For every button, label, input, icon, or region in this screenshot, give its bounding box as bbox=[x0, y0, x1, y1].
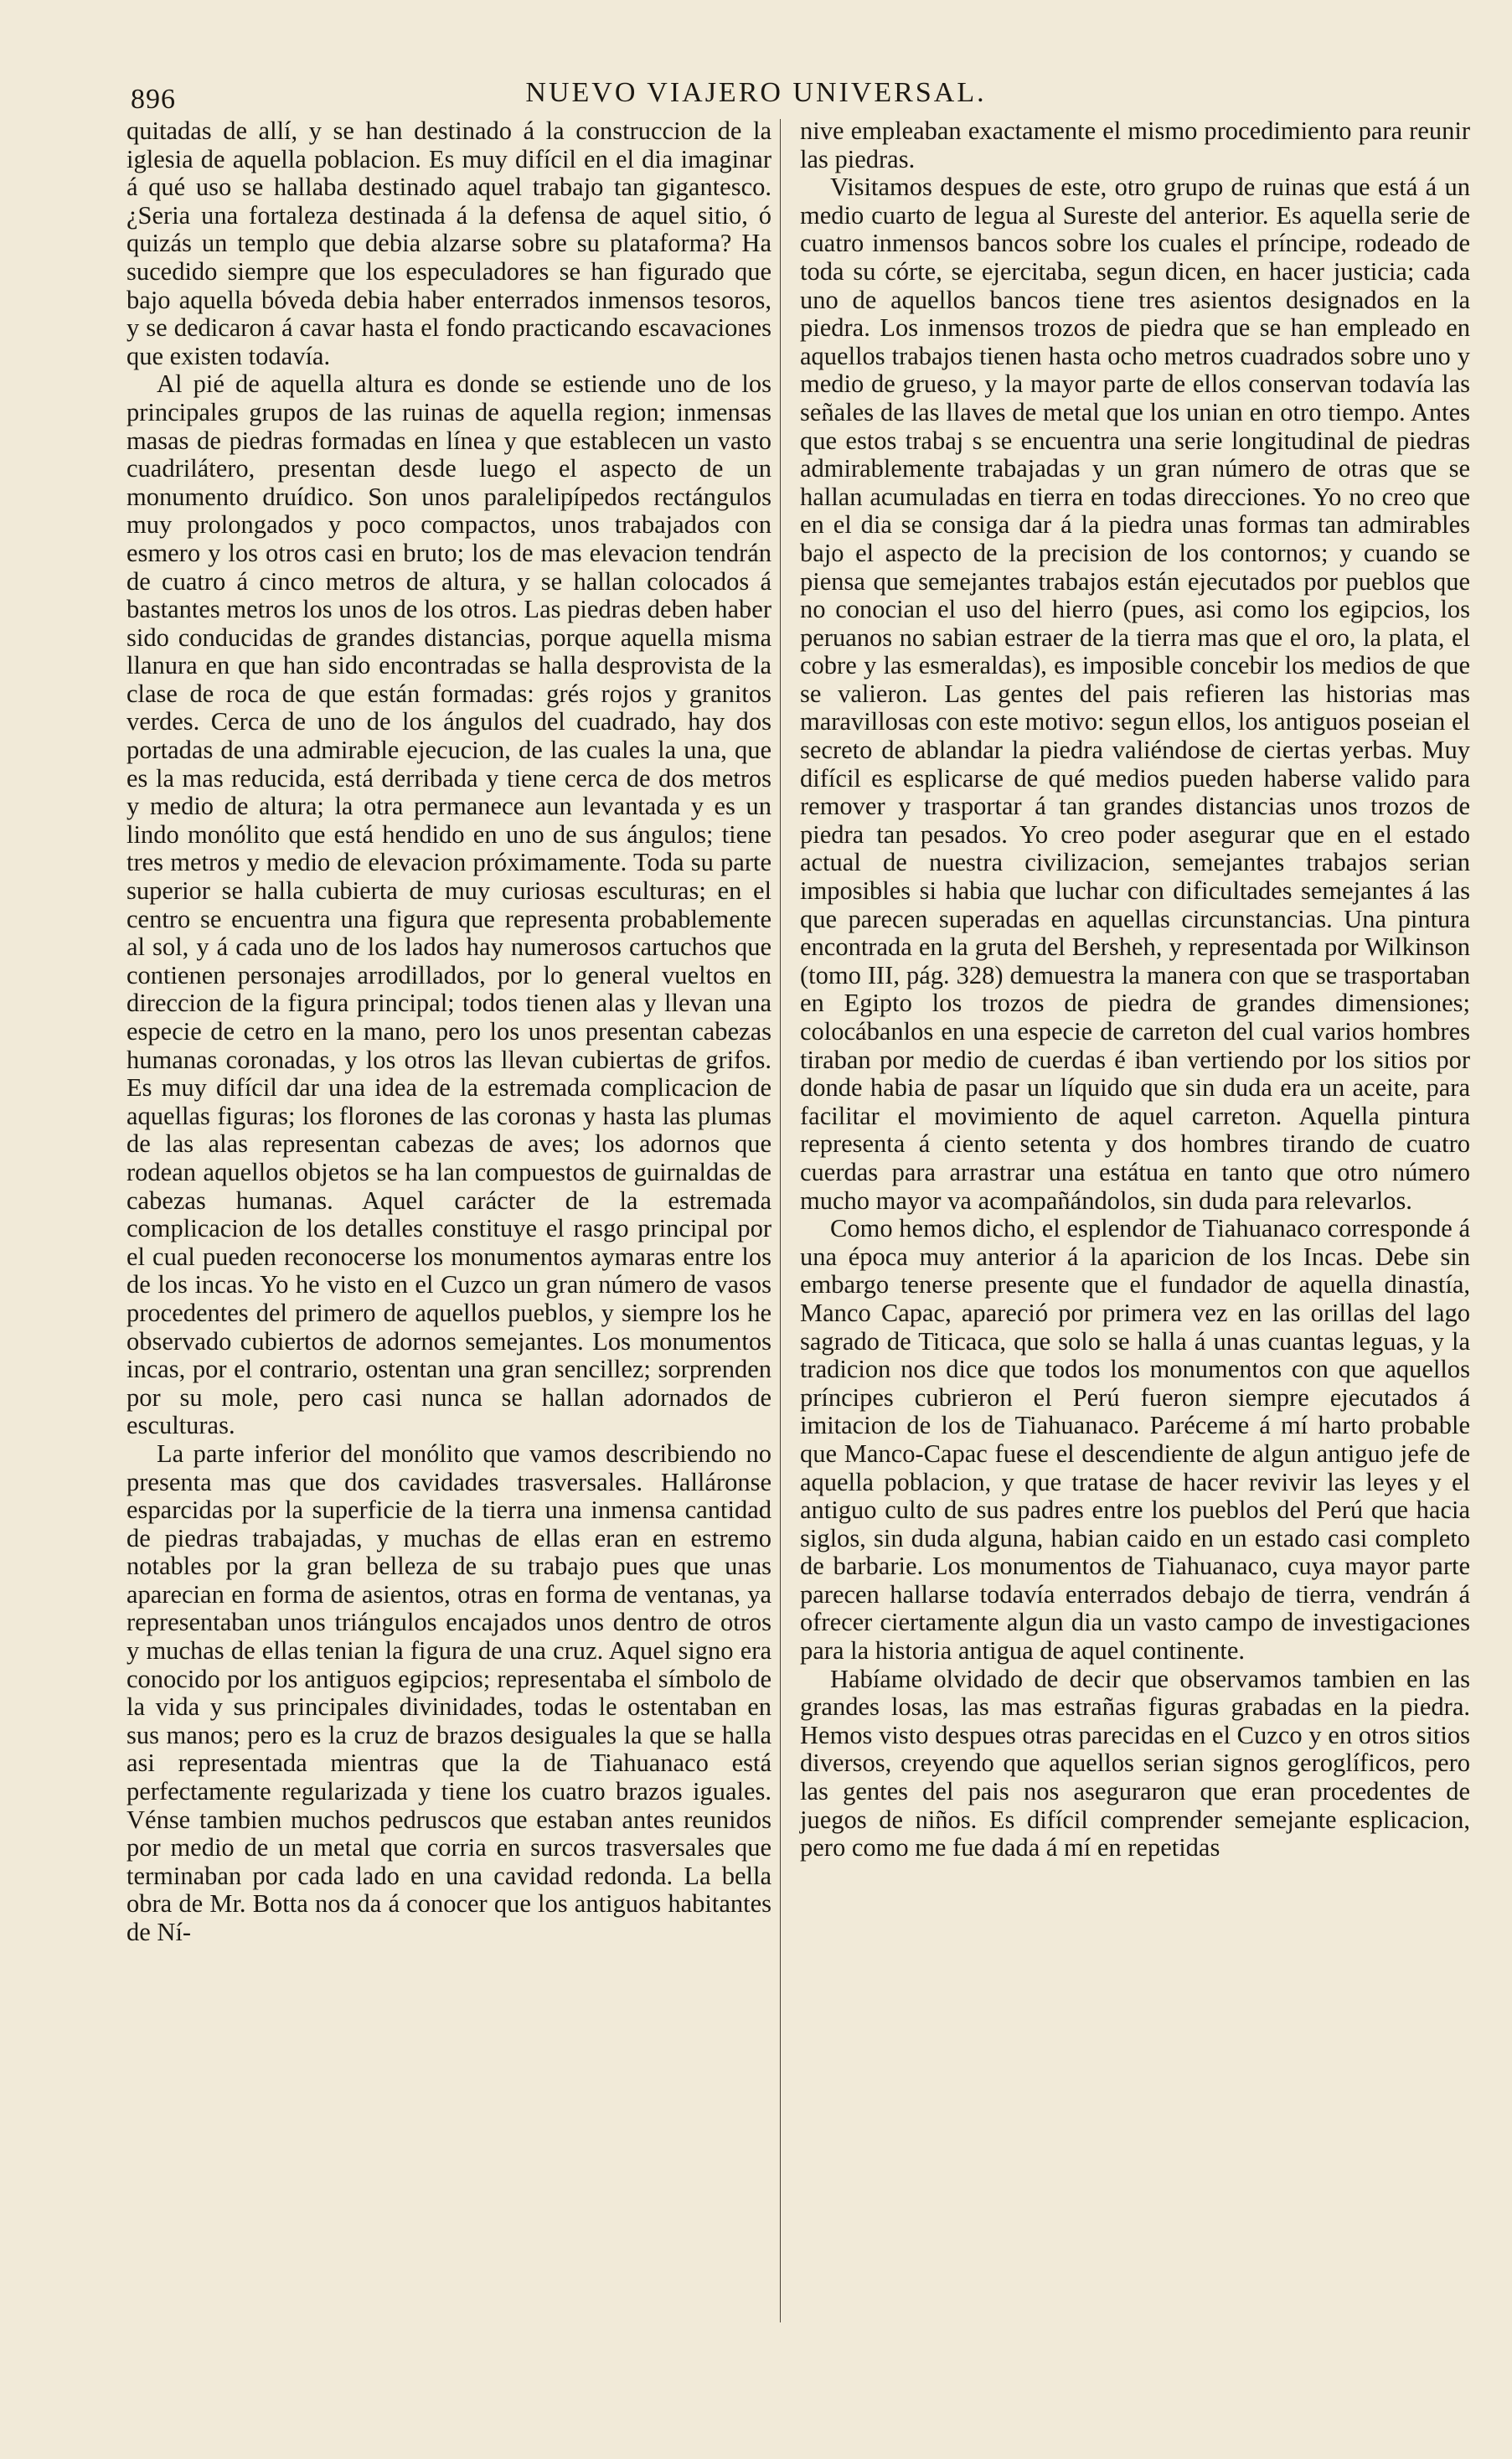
page-number: 896 bbox=[131, 84, 176, 115]
right-column bbox=[800, 117, 1470, 1862]
paragraph: Al pié de aquella altura es donde se estiende uno de los principales grupos de las ruinas de aquella region; inmensas masas de piedras formadas en línea y que establecen un vasto cuadrilátero, presentan desde luego el aspecto de un monumento druídico. Son unos paralelipípedos rectángulos muy prolongados y poco compactos, unos trabajados con esmero y los otros casi en bruto; los de mas elevacion tendrán de cuatro á cinco metros de altura, y se hallan colocados á bastantes metros los unos de los otros. Las piedras deben haber sido conducidas de grandes distancias, porque aquella misma llanura en que han sido encontradas se halla desprovista de la clase de roca de que están formadas: grés rojos y granitos verdes. Cerca de uno de los ángulos del cuadrado, hay dos portadas de una admirable ejecucion, de las cuales la una, que es la mas reducida, está derribada y tiene cerca de dos metros y medio de altura; la otra permanece aun levantada y es un lindo monólito que está hendido en uno de sus ángulos; tiene tres metros y medio de elevacion próximamente. Toda su parte superior se halla cubierta de muy curiosas esculturas; en el centro se encuentra una figura que representa probablemente al sol, y á cada uno de los lados hay numerosos cartuchos que contienen personajes arrodillados, por lo general vueltos en direccion de la figura principal; todos tienen alas y llevan una especie de cetro en la mano, pero los unos presentan cabezas humanas coronadas, y los otros las llevan cubiertas de grifos. Es muy difícil dar una idea de la estremada complicacion de aquellas figuras; los florones de las coronas y hasta las plumas de las alas representan cabezas de aves; los adornos que rodean aquellos objetos se ha lan compuestos de guirnaldas de cabezas humanas. Aquel carácter de la estremada complicacion de los detalles constituye el rasgo principal por el cual pueden reconocerse los monumentos aymaras entre los de los incas. Yo he visto en el Cuzco un gran número de vasos procedentes del primero de aquellos pueblos, y siempre los he observado cubiertos de adornos semejantes. Los monumentos incas, por el contrario, ostentan una gran sencillez; sorprenden por su mole, pero casi nunca se hallan adornados de esculturas. bbox=[126, 369, 771, 1440]
paragraph: La parte inferior del monólito que vamos describiendo no presenta mas que dos cavidades trasversales. Halláronse esparcidas por la superficie de la tierra una inmensa cantidad de piedras trabajadas, y muchas de ellas eran en estremo notables por la gran belleza de su trabajo pues que unas aparecian en forma de asientos, otras en forma de ventanas, ya representaban unos triángulos encajados unos dentro de otros y muchas de ellas tenian la figura de una cruz. Aquel signo era conocido por los antiguos egipcios; representaba el símbolo de la vida y sus principales divinidades, todas le ostentaban en sus manos; pero es la cruz de brazos desiguales la que se halla asi representada mientras que la de Tiahuanaco está perfectamente regularizada y tiene los cuatro brazos iguales. Vénse tambien muchos pedruscos que estaban antes reunidos por medio de un metal que corria en surcos trasversales que terminaban por cada lado en una cavidad redonda. La bella obra de Mr. Botta nos da á conocer que los antiguos habitantes de Ní- bbox=[126, 1439, 771, 1946]
paragraph: nive empleaban exactamente el mismo procedimiento para reunir las piedras. bbox=[800, 116, 1470, 173]
column-divider bbox=[780, 119, 781, 2322]
paragraph: quitadas de allí, y se han destinado á la construccion de la iglesia de aquella poblacion. Es muy difícil en el dia imaginar á qué uso se hallaba destinado aquel trabajo tan gigantesco. ¿Seria una fortaleza destinada á la defensa de aquel sitio, ó quizás un templo que debia alzarse sobre su plataforma? Ha sucedido siempre que los especuladores se han figurado que bajo aquella bóveda debia haber enterrados inmensos tesoros, y se dedicaron á cavar hasta el fondo practicando escavaciones que existen todavía. bbox=[126, 116, 771, 370]
running-title: NUEVO VIAJERO UNIVERSAL. bbox=[525, 77, 987, 108]
left-column bbox=[126, 117, 771, 1947]
paragraph: Como hemos dicho, el esplendor de Tiahuanaco corresponde á una época muy anterior á la aparicion de los Incas. Debe sin embargo tenerse presente que el fundador de aquella dinastía, Manco Capac, apareció por primera vez en las orillas del lago sagrado de Titicaca, que solo se halla á unas cuantas leguas, y la tradicion nos dice que todos los monumentos con que aquellos príncipes cubrieron el Perú fueron siempre ejecutados á imitacion de los de Tiahuanaco. Paréceme á mí harto probable que Manco-Capac fuese el descendiente de algun antiguo jefe de aquella poblacion, y que tratase de hacer revivir las leyes y el antiguo culto de sus padres entre los pueblos del Perú que hacia siglos, sin duda alguna, habian caido en un estado casi completo de barbarie. Los monumentos de Tiahuanaco, cuya mayor parte parecen hallarse todavía enterrados debajo de tierra, vendrán á ofrecer ciertamente algun dia un vasto campo de investigaciones para la historia antigua de aquel continente. bbox=[800, 1214, 1470, 1666]
paragraph: Visitamos despues de este, otro grupo de ruinas que está á un medio cuarto de legua al Sureste del anterior. Es aquella serie de cuatro inmensos bancos sobre los cuales el príncipe, rodeado de toda su córte, se ejercitaba, segun dicen, en hacer justicia; cada uno de aquellos bancos tiene tres asientos designados en la piedra. Los inmensos trozos de piedra que se han empleado en aquellos trabajos tienen hasta ocho metros cuadrados sobre uno y medio de grueso, y la mayor parte de ellos conservan todavía las señales de las llaves de metal que los unian en otro tiempo. Antes que estos trabaj s se encuentra una serie longitudinal de piedras admirablemente trabajadas y un gran número de otras que se hallan acumuladas en tierra en todas direcciones. Yo no creo que en el dia se consiga dar á la piedra unas formas tan admirables bajo el aspecto de la precision de los contornos; y cuando se piensa que semejantes trabajos están ejecutados por pueblos que no conocian el uso del hierro (pues, asi como los egipcios, los peruanos no sabian estraer de la tierra mas que el oro, la plata, el cobre y las esmeraldas), es imposible concebir los medios de que se valieron. Las gentes del pais refieren las historias mas maravillosas con este motivo: segun ellos, los antiguos poseian el secreto de ablandar la piedra valiéndose de ciertas yerbas. Muy difícil es esplicarse de qué medios pueden haberse valido para remover y trasportar á tan grandes distancias unos trozos de piedra tan pesados. Yo creo poder asegurar que en el estado actual de nuestra civilizacion, semejantes trabajos serian imposibles si habia que luchar con dificultades semejantes á las que parecen superadas en aquellas circunstancias. Una pintura encontrada en la gruta del Bersheh, y representada por Wilkinson (tomo III, pág. 328) demuestra la manera con que se trasportaban en Egipto los trozos de piedra de grandes dimensiones; colocábanlos en una especie de carreton del cual varios hombres tiraban por medio de cuerdas é iban vertiendo por los sitios por donde habia de pasar un líquido que sin duda era un aceite, para facilitar el movimiento de aquel carreton. Aquella pintura representa á ciento setenta y dos hombres tirando de cuatro cuerdas para arrastrar una estátua en tanto que otro número mucho mayor va acompañándolos, sin duda para relevarlos. bbox=[800, 173, 1470, 1215]
paragraph: Habíame olvidado de decir que observamos tambien en las grandes losas, las mas estrañas figuras grabadas en la piedra. Hemos visto despues otras parecidas en el Cuzco y en otros sitios diversos, creyendo que aquellos serian signos geroglíficos, pero las gentes del pais nos aseguraron que eran procedentes de juegos de niños. Es difícil comprender semejante esplicacion, pero como me fue dada á mí en repetidas bbox=[800, 1664, 1470, 1862]
